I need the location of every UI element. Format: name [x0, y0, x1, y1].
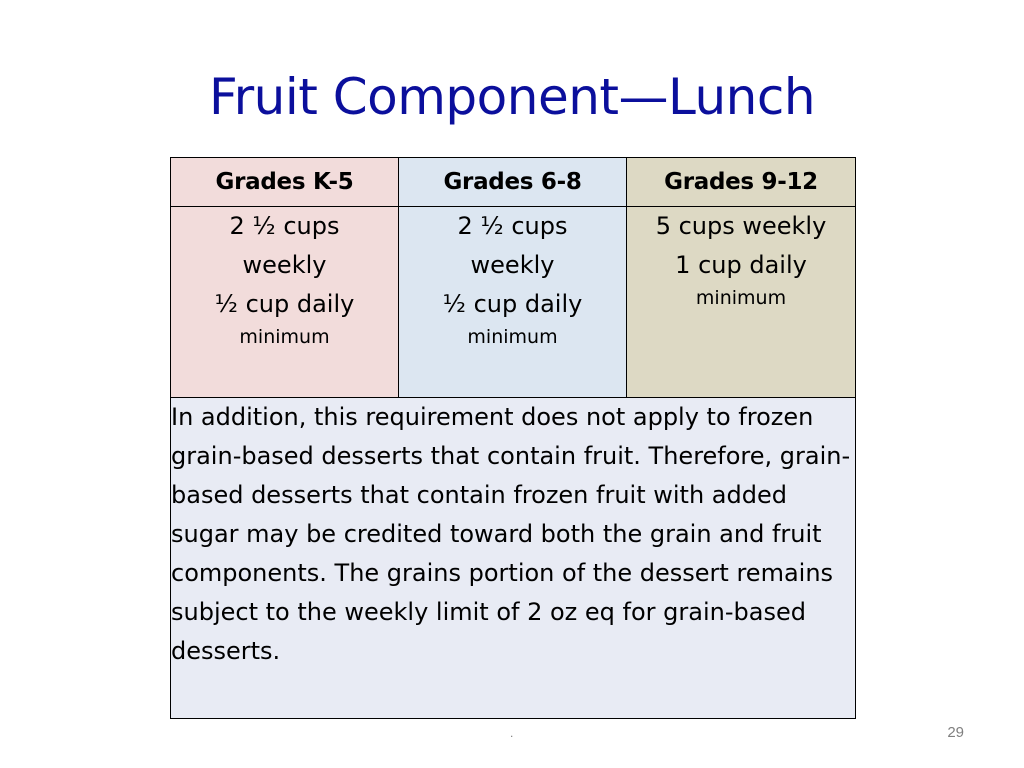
- slide-title: Fruit Component—Lunch: [208, 68, 816, 126]
- table-note: In addition, this requirement does not apply to frozen grain-based desserts that contain fruit. Therefore, grain-based desserts that contain frozen fruit with added sugar may be credited toward both the grain and fruit components. The grains portion of the dessert remains subject to the weekly limit of 2 oz eq for grain-based desserts.: [171, 398, 856, 719]
- cell-line: ½ cup daily: [214, 290, 355, 318]
- cell-line: weekly: [242, 251, 327, 279]
- footer-text: .: [510, 726, 514, 740]
- cell-line: 5 cups weekly: [655, 212, 827, 240]
- cell-line: 2 ½ cups: [457, 212, 568, 240]
- cell-grades-9-12: [627, 207, 856, 398]
- cell-line: weekly: [470, 251, 555, 279]
- table-row: [171, 207, 856, 398]
- header-grades-6-8: Grades 6-8: [399, 158, 627, 207]
- cell-qualifier: minimum: [695, 287, 787, 309]
- header-grades-k5: Grades K-5: [171, 158, 399, 207]
- table-header-row: [171, 158, 856, 207]
- cell-grades-k5: [171, 207, 399, 398]
- cell-qualifier: minimum: [467, 326, 558, 348]
- cell-line: 2 ½ cups: [229, 212, 340, 240]
- table-note-row: [171, 398, 856, 719]
- fruit-requirements-table: [170, 157, 856, 719]
- cell-grades-6-8: [399, 207, 627, 398]
- cell-line: ½ cup daily: [442, 290, 583, 318]
- header-grades-9-12: Grades 9-12: [627, 158, 856, 207]
- page-number: 29: [947, 724, 964, 741]
- cell-line: 1 cup daily: [675, 251, 807, 279]
- cell-qualifier: minimum: [239, 326, 330, 348]
